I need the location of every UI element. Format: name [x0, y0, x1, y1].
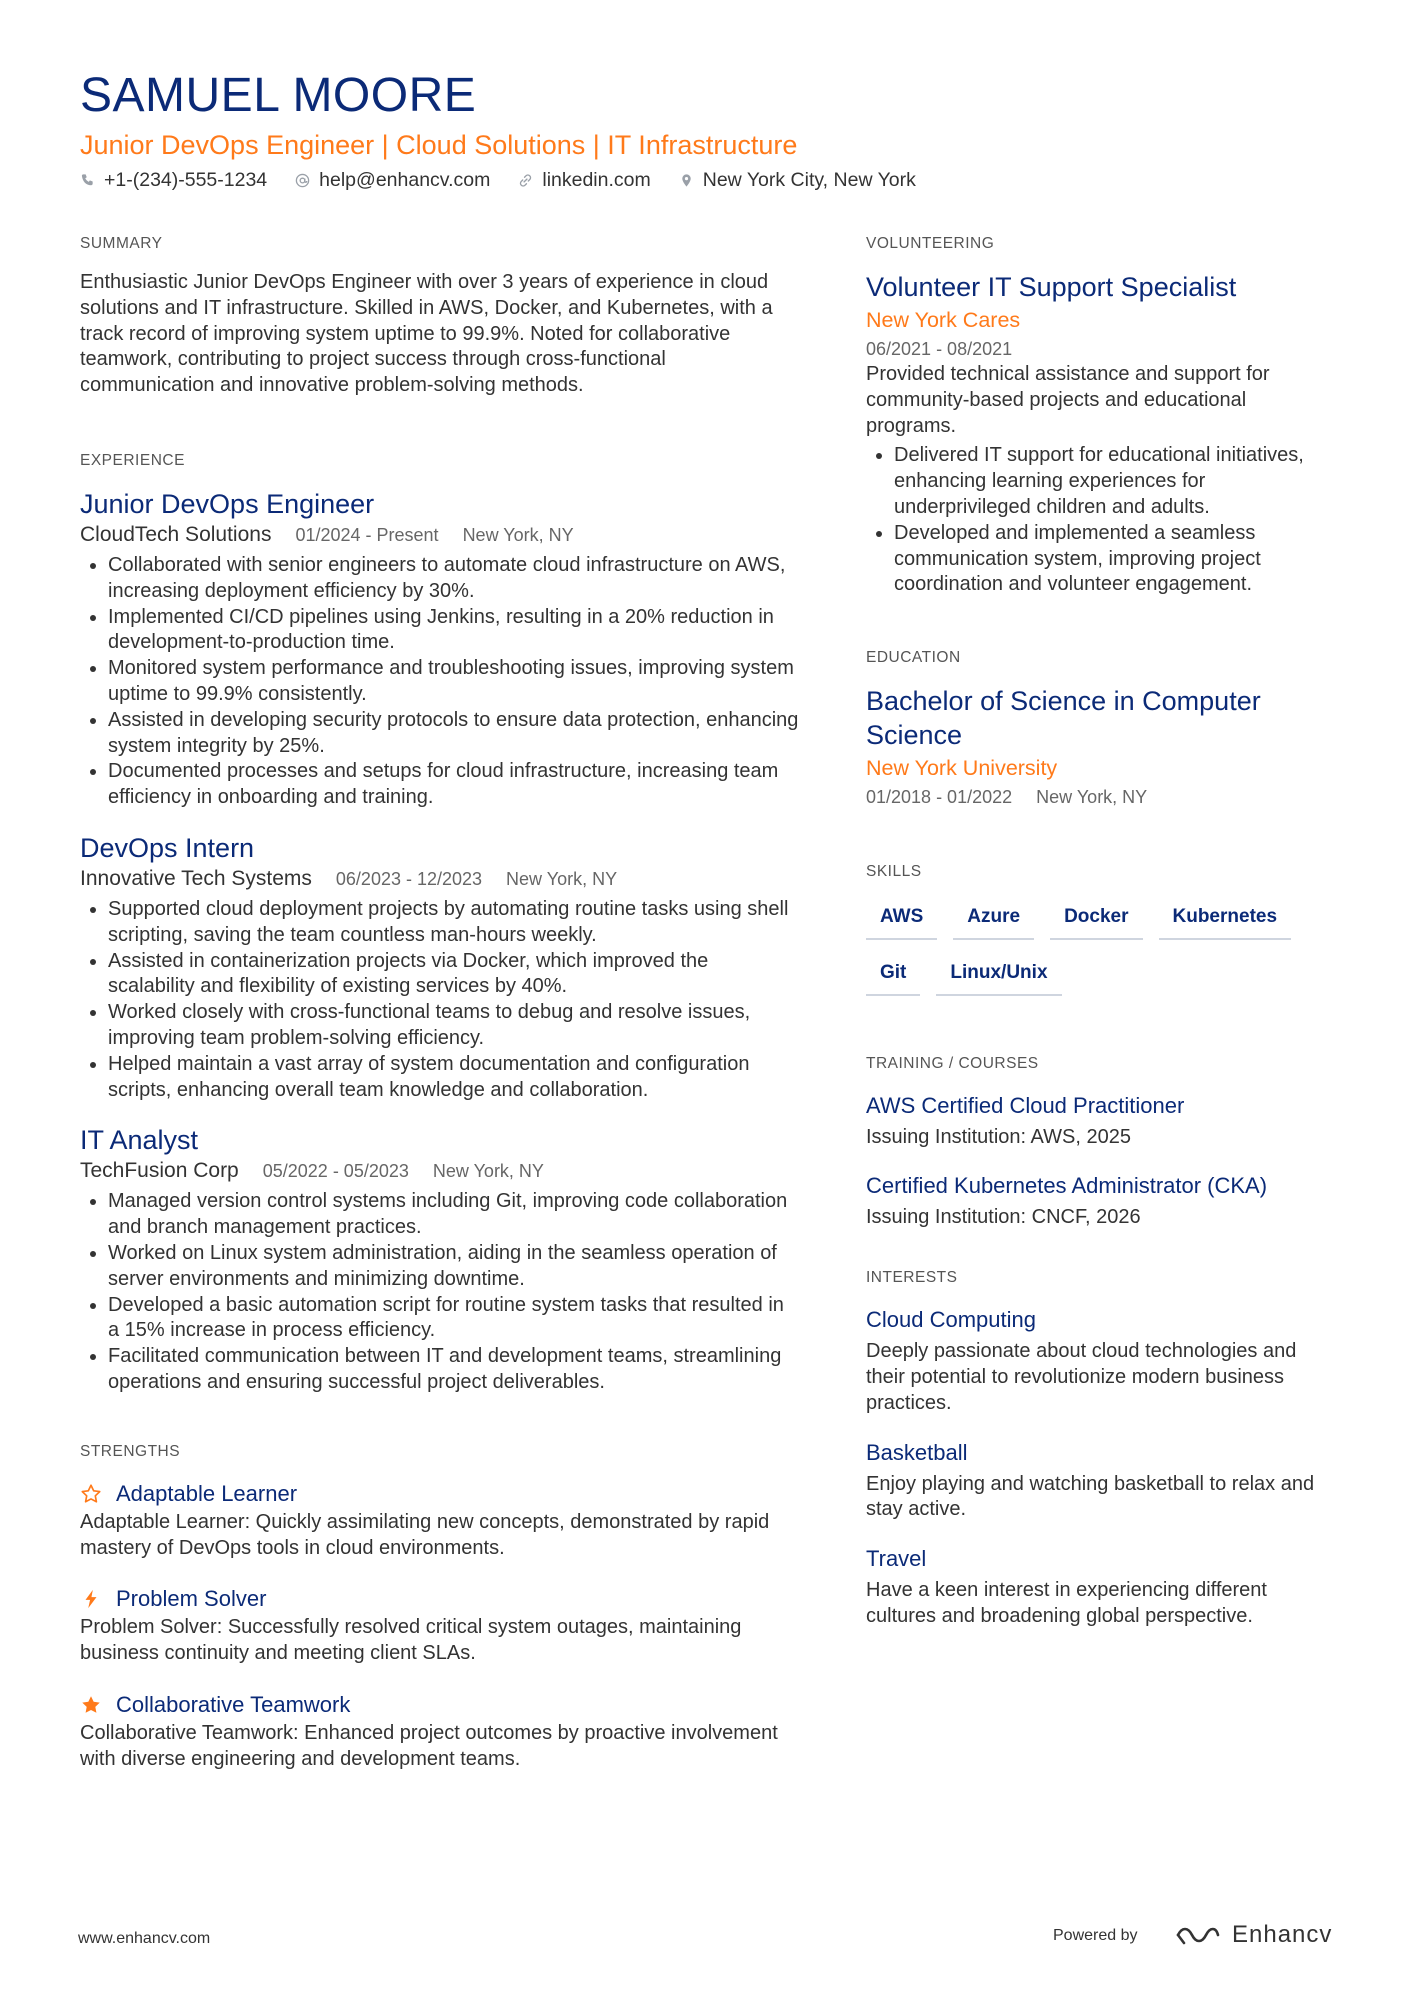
job-location: New York, NY [506, 868, 618, 889]
email-text: help@enhancv.com [319, 169, 491, 191]
degree: Bachelor of Science in Computer Science [866, 686, 1261, 751]
course-desc: Issuing Institution: CNCF, 2026 [866, 1206, 1141, 1229]
bullet-item: • Documented processes and setups for cloud infrastructure, increasing team efficiency in onboarding and training. [108, 759, 800, 811]
job-bullets [80, 553, 800, 811]
contact-bar [80, 167, 916, 193]
job-bullets [80, 1189, 800, 1395]
star-filled-icon [80, 1694, 102, 1716]
job-entry [80, 1123, 800, 1395]
bullet-item: • Worked on Linux system administration, aiding in the seamless operation of server environments and minimizing downtime. [108, 1241, 800, 1293]
bullet-item: • Developed and implemented a seamless communication system, improving project coordination and volunteer engagement. [894, 521, 1336, 598]
section-title: TRAINING / COURSES [866, 1055, 1039, 1073]
interest-item [866, 1437, 1336, 1524]
contact-email[interactable] [295, 167, 490, 193]
bullet-item: • Managed version control systems including Git, improving code collaboration and branch management practices. [108, 1189, 800, 1241]
volunteer-dates: 06/2021 - 08/2021 [866, 339, 1013, 359]
section-title: SUMMARY [80, 235, 163, 252]
strength-text: Problem Solver: Successfully resolved critical system outages, maintaining business continuity and meeting client SLAs. [80, 1616, 742, 1665]
volunteering-section [866, 234, 1336, 598]
job-dates: 06/2023 - 12/2023 [335, 868, 483, 889]
skills-section [866, 862, 1336, 996]
interest-item [866, 1304, 1336, 1416]
experience-section [80, 451, 800, 1396]
bullet-item: • Facilitated communication between IT and development teams, streamlining operations and ensuring successful project deliverables. [108, 1344, 800, 1396]
contact-linkedin[interactable] [518, 167, 650, 193]
location-text: New York City, New York [702, 169, 916, 191]
bullet-item: • Worked closely with cross-functional teams to debug and resolve issues, improving team problem-solving efficiency. [108, 1000, 800, 1052]
education-meta [866, 784, 1336, 810]
right-column [866, 234, 1336, 1682]
section-title: EDUCATION [866, 649, 961, 667]
strength-text: Adaptable Learner: Quickly assimilating new concepts, demonstrated by rapid mastery of DevOps tools in cloud environments. [80, 1510, 770, 1559]
job-title: DevOps Intern [80, 832, 255, 863]
company-name: CloudTech Solutions [80, 522, 272, 546]
strength-head [80, 1478, 800, 1510]
job-meta [80, 521, 800, 549]
training-section [866, 1054, 1336, 1232]
bullet-item: • Delivered IT support for educational initiatives, enhancing learning experiences for underprivileged children and adults. [894, 443, 1336, 520]
school: New York University [866, 756, 1058, 781]
course-item [866, 1170, 1336, 1232]
left-column [80, 234, 800, 1824]
skill-tag: Azure [953, 898, 1034, 940]
course-title: Certified Kubernetes Administrator (CKA) [866, 1173, 1268, 1199]
interest-item [866, 1543, 1336, 1630]
job-entry [80, 831, 800, 1103]
phone-text: +1-(234)-555-1234 [104, 169, 268, 191]
bullet-item: • Collaborated with senior engineers to automate cloud infrastructure on AWS, increasing deployment efficiency by 30%. [108, 553, 800, 605]
strength-title: Problem Solver [116, 1586, 267, 1612]
summary-section [80, 234, 800, 399]
strength-text: Collaborative Teamwork: Enhanced project outcomes by proactive involvement with diverse engineering and development teams. [80, 1721, 778, 1770]
interest-text: Enjoy playing and watching basketball to relax and stay active. [866, 1472, 1315, 1521]
strength-head [80, 1689, 800, 1721]
strength-item [80, 1583, 800, 1667]
bullet-item: • Developed a basic automation script for routine system tasks that resulted in a 15% increase in process efficiency. [108, 1293, 800, 1345]
summary-text: Enthusiastic Junior DevOps Engineer with over 3 years of experience in cloud solutions and IT infrastructure. Skilled in AWS, Docker, and Kubernetes, with a track record of improving system uptime to 99.9%. Noted for collaborative teamwork, contributing to project success through cross-functional communication and innovative problem-solving methods. [80, 271, 773, 397]
job-entry [80, 487, 800, 811]
footer-logo[interactable] [1174, 1921, 1332, 1949]
course-desc: Issuing Institution: AWS, 2025 [866, 1126, 1131, 1149]
section-title: SKILLS [866, 863, 922, 881]
education-dates: 01/2018 - 01/2022 [866, 787, 1013, 808]
interest-title: Cloud Computing [866, 1307, 1036, 1333]
education-location: New York, NY [1036, 787, 1148, 808]
footer-powered-by: Powered by [1053, 1927, 1138, 1944]
company-name: Innovative Tech Systems [80, 866, 312, 890]
bullet-item: • Monitored system performance and troubleshooting issues, improving system uptime to 99.9% consistently. [108, 656, 800, 708]
contact-location [679, 167, 916, 193]
job-location: New York, NY [432, 1161, 544, 1182]
strength-title: Collaborative Teamwork [116, 1691, 351, 1717]
interests-section [866, 1268, 1336, 1630]
strengths-section [80, 1442, 800, 1773]
phone-icon [80, 173, 95, 188]
linkedin-text: linkedin.com [542, 169, 651, 191]
skill-tag: Kubernetes [1159, 898, 1292, 940]
link-icon [518, 173, 533, 188]
volunteer-description: Provided technical assistance and support for community-based projects and educational programs. [866, 363, 1270, 437]
bullet-item: • Implemented CI/CD pipelines using Jenkins, resulting in a 20% reduction in development-to-production time. [108, 605, 800, 657]
job-title: Junior DevOps Engineer [80, 488, 375, 519]
course-title: AWS Certified Cloud Practitioner [866, 1093, 1185, 1119]
job-bullets [80, 897, 800, 1103]
job-dates: 05/2022 - 05/2023 [262, 1161, 409, 1182]
skills-list [866, 898, 1336, 996]
bullet-item: • Supported cloud deployment projects by automating routine tasks using shell scripting, saving the team countless man-hours weekly. [108, 897, 800, 949]
skill-tag: Linux/Unix [936, 954, 1061, 996]
strength-title: Adaptable Learner [116, 1480, 298, 1506]
section-title: VOLUNTEERING [866, 235, 995, 252]
job-meta [80, 1157, 800, 1185]
interest-title: Travel [866, 1546, 927, 1572]
course-item [866, 1090, 1336, 1152]
star-outline-icon [80, 1483, 102, 1505]
footer-brand: Enhancv [1232, 1921, 1333, 1948]
strength-item [80, 1689, 800, 1773]
bullet-item: • Assisted in developing security protocols to ensure data protection, enhancing system integrity by 25%. [108, 708, 800, 760]
company-name: TechFusion Corp [80, 1159, 239, 1183]
volunteer-bullets [866, 443, 1336, 598]
candidate-name: SAMUEL MOORE [80, 69, 477, 122]
strength-item [80, 1478, 800, 1562]
enhancv-logo-icon [1174, 1923, 1222, 1947]
strength-head [80, 1583, 800, 1615]
contact-phone[interactable] [80, 167, 267, 193]
at-icon [295, 173, 310, 188]
bullet-item: • Assisted in containerization projects via Docker, which improved the scalability and flexibility of existing services by 40%. [108, 949, 800, 1001]
footer-url[interactable]: www.enhancv.com [78, 1930, 211, 1947]
job-title: IT Analyst [80, 1125, 199, 1156]
education-section [866, 648, 1336, 810]
interest-text: Deeply passionate about cloud technologies and their potential to revolutionize modern business practices. [866, 1340, 1297, 1414]
job-dates: 01/2024 - Present [295, 524, 439, 545]
volunteer-role: Volunteer IT Support Specialist [866, 272, 1237, 302]
section-title: INTERESTS [866, 1269, 958, 1287]
interest-title: Basketball [866, 1439, 968, 1465]
section-title: STRENGTHS [80, 1442, 181, 1460]
bullet-item: • Helped maintain a vast array of system documentation and configuration scripts, enhancing overall team knowledge and collaboration. [108, 1052, 800, 1104]
skill-tag: Git [866, 954, 920, 996]
location-pin-icon [679, 173, 694, 188]
volunteer-org: New York Cares [866, 308, 1021, 332]
skill-tag: AWS [866, 898, 937, 940]
headline: Junior DevOps Engineer | Cloud Solutions | IT Infrastructure [80, 130, 798, 160]
section-title: EXPERIENCE [80, 451, 185, 469]
interest-text: Have a keen interest in experiencing different cultures and broadening global perspective. [866, 1579, 1267, 1627]
skill-tag: Docker [1050, 898, 1142, 940]
job-meta [80, 865, 800, 893]
lightning-icon [80, 1588, 102, 1610]
job-location: New York, NY [462, 524, 574, 545]
